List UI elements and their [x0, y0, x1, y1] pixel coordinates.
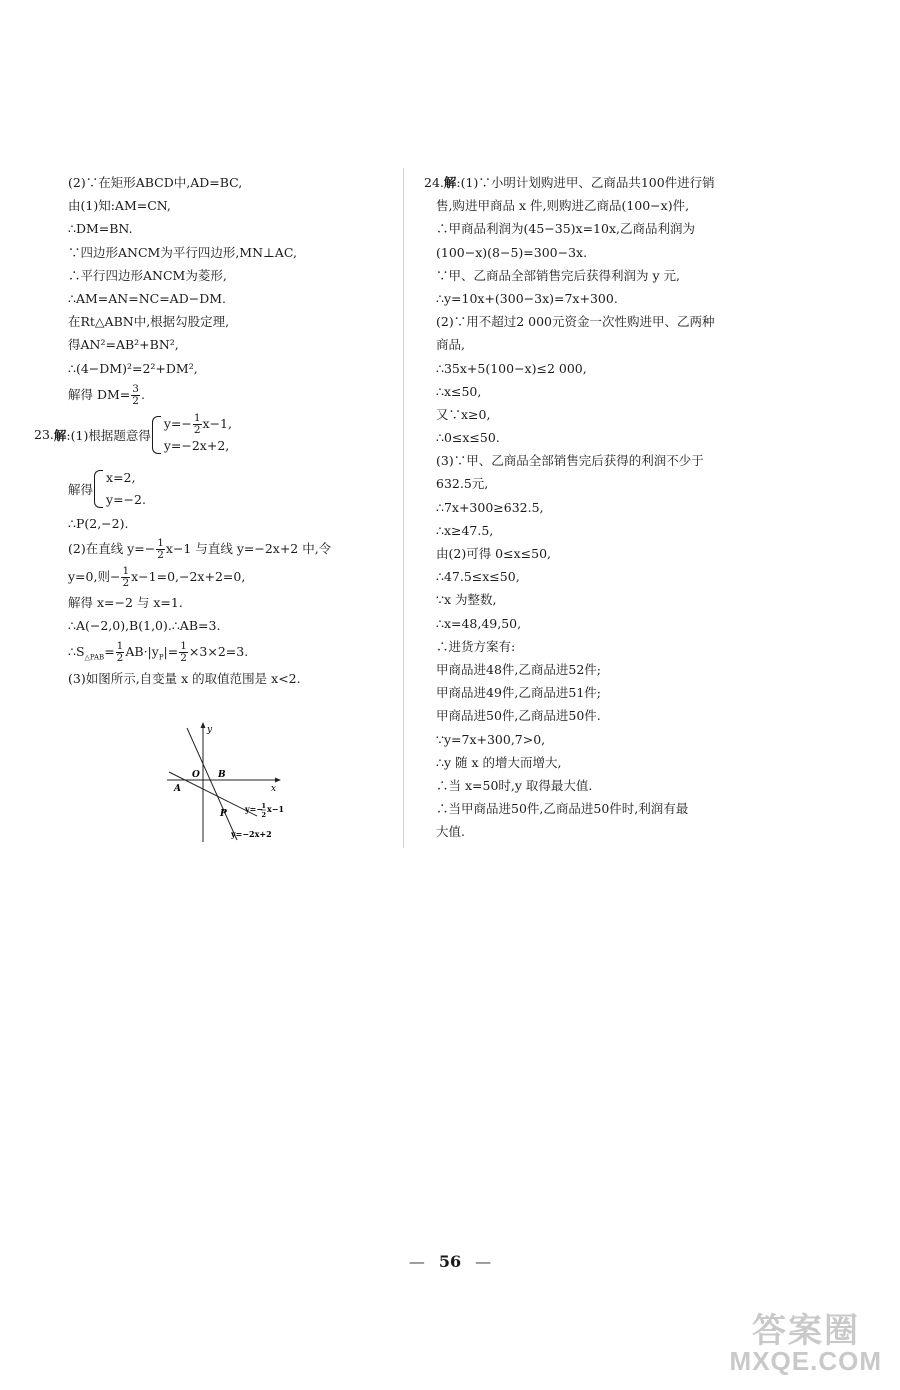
- text-line: ∴x≤50,: [436, 383, 482, 399]
- text-span: y=0,则−: [68, 568, 121, 584]
- text-line: ∴47.5≤x≤50,: [436, 569, 520, 585]
- text-line: ∴进货方案有:: [436, 638, 516, 654]
- left-column: [34, 171, 386, 690]
- text-line: 售,购进甲商品 x 件,则购进乙商品(100−x)件,: [436, 198, 690, 214]
- text-line: ∵y=7x+300,7>0,: [436, 731, 546, 747]
- text-line: 商品,: [436, 337, 465, 353]
- question-number: 24.: [424, 175, 444, 190]
- text-line: (3)∵甲、乙商品全部销售完后获得的利润不少于: [436, 453, 704, 469]
- line-2-label: y=−2x+2: [231, 829, 272, 839]
- equation-row: y=−2.: [106, 491, 146, 507]
- text-line: 甲商品进48件,乙商品进52件;: [436, 661, 601, 677]
- x-axis-label: x: [271, 784, 277, 794]
- numerator: 3: [132, 382, 139, 395]
- label-part: y=−: [245, 804, 264, 814]
- text-span: x−1=0,−2x+2=0,: [131, 568, 246, 584]
- q23-solution-system: [56, 466, 386, 512]
- line-2: [187, 728, 237, 840]
- denominator: 2: [122, 576, 130, 589]
- line-1-label-num: 1: [261, 802, 267, 810]
- text-line: 在Rt△ABN中,根据勾股定理,: [68, 314, 230, 330]
- text-line: ∴7x+300≥632.5,: [436, 499, 544, 515]
- point-p-label: P: [220, 809, 227, 819]
- solve-label: 解: [53, 427, 67, 443]
- text-span: (2)在直线 y=−: [68, 540, 156, 556]
- text-span: |=: [163, 644, 179, 660]
- equation-row: [164, 413, 232, 435]
- text-line: (3)如图所示,自变量 x 的取值范围是 x<2.: [68, 671, 301, 687]
- fraction: [156, 538, 165, 561]
- text-line: ∴AM=AN=NC=AD−DM.: [68, 290, 226, 306]
- text-span: y=−: [163, 415, 192, 431]
- function-graph: [165, 720, 285, 842]
- numerator: 1: [193, 411, 201, 424]
- subscript: P: [158, 653, 164, 662]
- numerator: 1: [157, 536, 164, 549]
- fraction: [179, 641, 188, 664]
- line-1: [169, 772, 257, 816]
- text-line: 得AN²=AB²+BN²,: [68, 337, 179, 353]
- solve-dm-line: [56, 380, 386, 410]
- text-line: 大值.: [436, 824, 465, 840]
- text-span: 解得: [68, 481, 94, 497]
- text-span: x−1,: [202, 415, 232, 431]
- text-line: 又∵x≥0,: [436, 406, 491, 422]
- line-1-label-den: 2: [261, 811, 267, 819]
- right-column: [424, 171, 772, 843]
- brace-icon: [94, 470, 103, 508]
- text-line: ∴DM=BN.: [68, 221, 133, 237]
- text-line: ∴x≥47.5,: [436, 522, 494, 538]
- text-line: ∴x=48,49,50,: [436, 615, 522, 631]
- area-line: [56, 637, 386, 667]
- text-line: ∴A(−2,0),B(1,0).∴AB=3.: [68, 618, 221, 634]
- solve-label: 解: [443, 175, 457, 190]
- line-1-label: [244, 804, 263, 814]
- equation-system: [93, 467, 146, 511]
- text-line: 解得 x=−2 与 x=1.: [68, 594, 183, 610]
- text-span: 解得 DM=: [68, 386, 131, 402]
- text-line: ∴y=10x+(300−3x)=7x+300.: [436, 290, 618, 306]
- text-line: 由(2)可得 0≤x≤50,: [436, 546, 552, 561]
- denominator: 2: [180, 652, 187, 665]
- dash-icon: —: [408, 1252, 425, 1271]
- text-line: ∴0≤x≤50.: [436, 430, 500, 446]
- text-line: 甲商品进50件,乙商品进50件.: [436, 708, 601, 724]
- y-axis-arrow-icon: [201, 722, 206, 728]
- fraction: [116, 641, 125, 664]
- text-span: =: [104, 644, 115, 660]
- page-number-value: 56: [438, 1252, 462, 1271]
- numerator: 1: [180, 640, 187, 653]
- text-line: 632.5元,: [436, 476, 489, 492]
- x-axis-arrow-icon: [275, 778, 281, 783]
- equation-row: y=−2x+2,: [163, 437, 230, 453]
- text-line: ∴当甲商品进50件,乙商品进50件时,利润有最: [436, 801, 689, 817]
- text-line: ∴P(2,−2).: [68, 515, 129, 531]
- point-a-label: A: [174, 784, 181, 794]
- text-line: 甲商品进49件,乙商品进51件;: [436, 685, 601, 701]
- dash-icon: —: [475, 1252, 492, 1271]
- text-line: [56, 563, 386, 591]
- text-line: (2)∵用不超过2 000元资金一次性购进甲、乙两种: [436, 314, 715, 330]
- numerator: 1: [116, 640, 124, 653]
- text-span: x−1 与直线 y=−2x+2 中,令: [165, 540, 332, 556]
- y-axis-label: y: [207, 725, 213, 735]
- text-line: ∵甲、乙商品全部销售完后获得利润为 y 元,: [436, 267, 680, 283]
- subscript: △PAB: [84, 653, 105, 662]
- brace-icon: [152, 416, 161, 454]
- denominator: 2: [157, 548, 164, 561]
- equation-row: x=2,: [106, 469, 136, 485]
- text-line: ∴(4−DM)²=2²+DM²,: [68, 360, 198, 376]
- watermark-url: MXQE.COM: [729, 1346, 882, 1376]
- point-b-label: B: [218, 770, 226, 780]
- text-span: :(1)∵小明计划购进甲、乙商品共100件进行销: [456, 175, 715, 190]
- text-line: [56, 535, 386, 563]
- line-1-label-post: x−1: [267, 804, 285, 814]
- numerator: 1: [122, 564, 130, 577]
- text-line: 由(1)知:AM=CN,: [68, 198, 171, 214]
- q23-header: [34, 410, 386, 460]
- fraction: [121, 566, 130, 589]
- column-divider: [403, 168, 404, 848]
- page-number: [0, 1252, 900, 1271]
- fraction: [131, 384, 140, 407]
- text-line: (2)∵在矩形ABCD中,AD=BC,: [68, 175, 243, 190]
- q24-header: [424, 171, 772, 194]
- fraction: [193, 413, 202, 436]
- text-line: ∵四边形ANCM为平行四边形,MN⊥AC,: [68, 244, 297, 260]
- text-line: ∴35x+5(100−x)≤2 000,: [436, 360, 587, 376]
- watermark-logo-text: 答案圈: [752, 1311, 860, 1351]
- text-line: ∴当 x=50时,y 取得最大值.: [436, 777, 593, 793]
- denominator: 2: [116, 652, 124, 665]
- text-line: ∴y 随 x 的增大而增大,: [436, 754, 562, 770]
- text-line: (100−x)(8−5)=300−3x.: [436, 244, 588, 260]
- question-number: 23.: [34, 427, 54, 443]
- text-line: ∵x 为整数,: [436, 592, 497, 608]
- text-span: :(1)根据题意得: [66, 427, 151, 443]
- text-span: ×3×2=3.: [188, 644, 249, 660]
- origin-label: O: [192, 770, 200, 780]
- denominator: 2: [193, 423, 201, 436]
- text-line: ∴平行四边形ANCM为菱形,: [68, 267, 227, 283]
- denominator: 2: [132, 394, 139, 407]
- equation-system: [151, 413, 232, 457]
- text-span: AB·|y: [125, 644, 159, 660]
- text-span: ∴S: [68, 644, 85, 660]
- text-span: .: [140, 386, 145, 402]
- text-line: ∴甲商品利润为(45−35)x=10x,乙商品利润为: [436, 221, 695, 237]
